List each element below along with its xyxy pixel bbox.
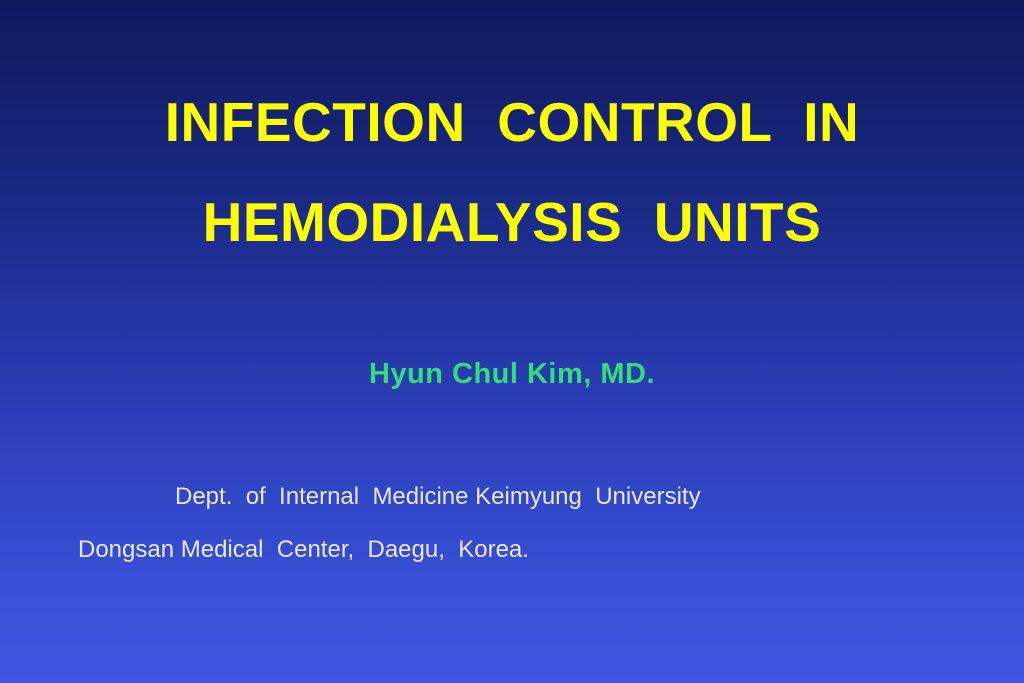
affiliation-block bbox=[0, 470, 1024, 576]
title-line-2: HEMODIALYSIS UNITS bbox=[202, 191, 822, 253]
affiliation-line-1: Dept. of Internal Medicine Keimyung University bbox=[175, 483, 701, 510]
affiliation-line-2: Dongsan Medical Center, Daegu, Korea. bbox=[78, 536, 529, 563]
presenter-name: Hyun Chul Kim, MD. bbox=[368, 358, 656, 390]
title-line-1: INFECTION CONTROL IN bbox=[164, 91, 860, 153]
slide-title bbox=[0, 72, 1024, 272]
